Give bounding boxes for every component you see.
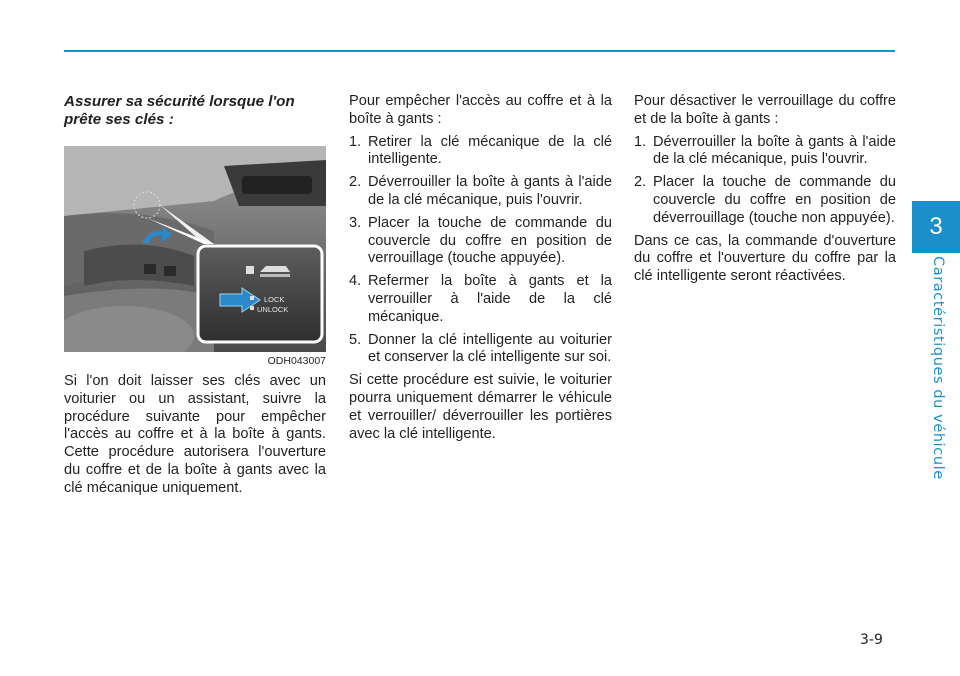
list-item (349, 174, 612, 210)
step-number: 2. (634, 174, 647, 191)
unlock-procedure-outro: Dans ce cas, la commande d'ouverture du coffre et l'ouverture du coffre par la clé intelligente seront réactivées. (634, 232, 896, 285)
glovebox-illustration (64, 146, 326, 352)
unlock-procedure-steps (634, 134, 896, 228)
step-text: Retirer la clé mécanique de la clé intelligente. (368, 133, 612, 168)
column-3 (634, 93, 896, 286)
step-text: Refermer la boîte à gants et la verrouiller à l'aide de la clé mécanique. (368, 273, 612, 325)
figure-code: ODH043007 (267, 355, 326, 367)
unlock-procedure-intro: Pour désactiver le verrouillage du coffre et de la boîte à gants : (634, 93, 896, 127)
step-number: 5. (349, 331, 362, 348)
intro-paragraph: Si l'on doit laisser ses clés avec un voiturier ou un assistant, suivre la procédure suivante pour empêcher l'accès au coffre et à la boîte à gants. Cette procédure autorisera l'ouverture du coffre et de la boîte à gants avec la clé mécanique uniquement. (64, 373, 326, 496)
lock-procedure-intro: Pour empêcher l'accès au coffre et à la boîte à gants : (349, 93, 612, 127)
lock-procedure-outro: Si cette procédure est suivie, le voiturier pourra uniquement démarrer le véhicule et verrouiller/ déverrouiller les portières avec la clé intelligente. (349, 372, 612, 442)
header-rule (64, 50, 895, 52)
step-number: 1. (634, 133, 647, 150)
step-text: Déverrouiller la boîte à gants à l'aide de la clé mécanique, puis l'ouvrir. (653, 133, 896, 168)
chapter-number-tab (912, 201, 960, 253)
step-text: Placer la touche de commande du couvercle du coffre en position de déverrouillage (touche non appuyée). (653, 174, 896, 226)
step-text: Donner la clé intelligente au voiturier et conserver la clé intelligente sur soi. (368, 331, 612, 366)
column-2 (349, 93, 612, 443)
step-number: 4. (349, 273, 362, 290)
lock-label: LOCK (264, 295, 285, 304)
list-item (634, 174, 896, 227)
step-number: 2. (349, 174, 362, 191)
step-number: 1. (349, 133, 362, 150)
list-item (349, 332, 612, 368)
glovebox-figure (64, 146, 326, 352)
list-item (349, 215, 612, 268)
column-1 (64, 93, 326, 498)
lock-procedure-steps (349, 134, 612, 368)
chapter-title: Caractéristiques du véhicule (930, 256, 946, 480)
list-item (349, 134, 612, 170)
step-text: Placer la touche de commande du couvercle du coffre en position de verrouillage (touche appuyée). (368, 214, 612, 267)
chapter-number: 3 (929, 213, 943, 240)
page-number: 3-9 (860, 632, 883, 648)
section-heading: Assurer sa sécurité lorsque l'on prête ses clés : (64, 93, 295, 128)
list-item (349, 273, 612, 326)
step-number: 3. (349, 214, 362, 231)
unlock-label: UNLOCK (257, 305, 289, 314)
figure-caption-strip (64, 352, 326, 369)
list-item (634, 134, 896, 170)
step-text: Déverrouiller la boîte à gants à l'aide de la clé mécanique, puis l'ouvrir. (368, 174, 612, 208)
